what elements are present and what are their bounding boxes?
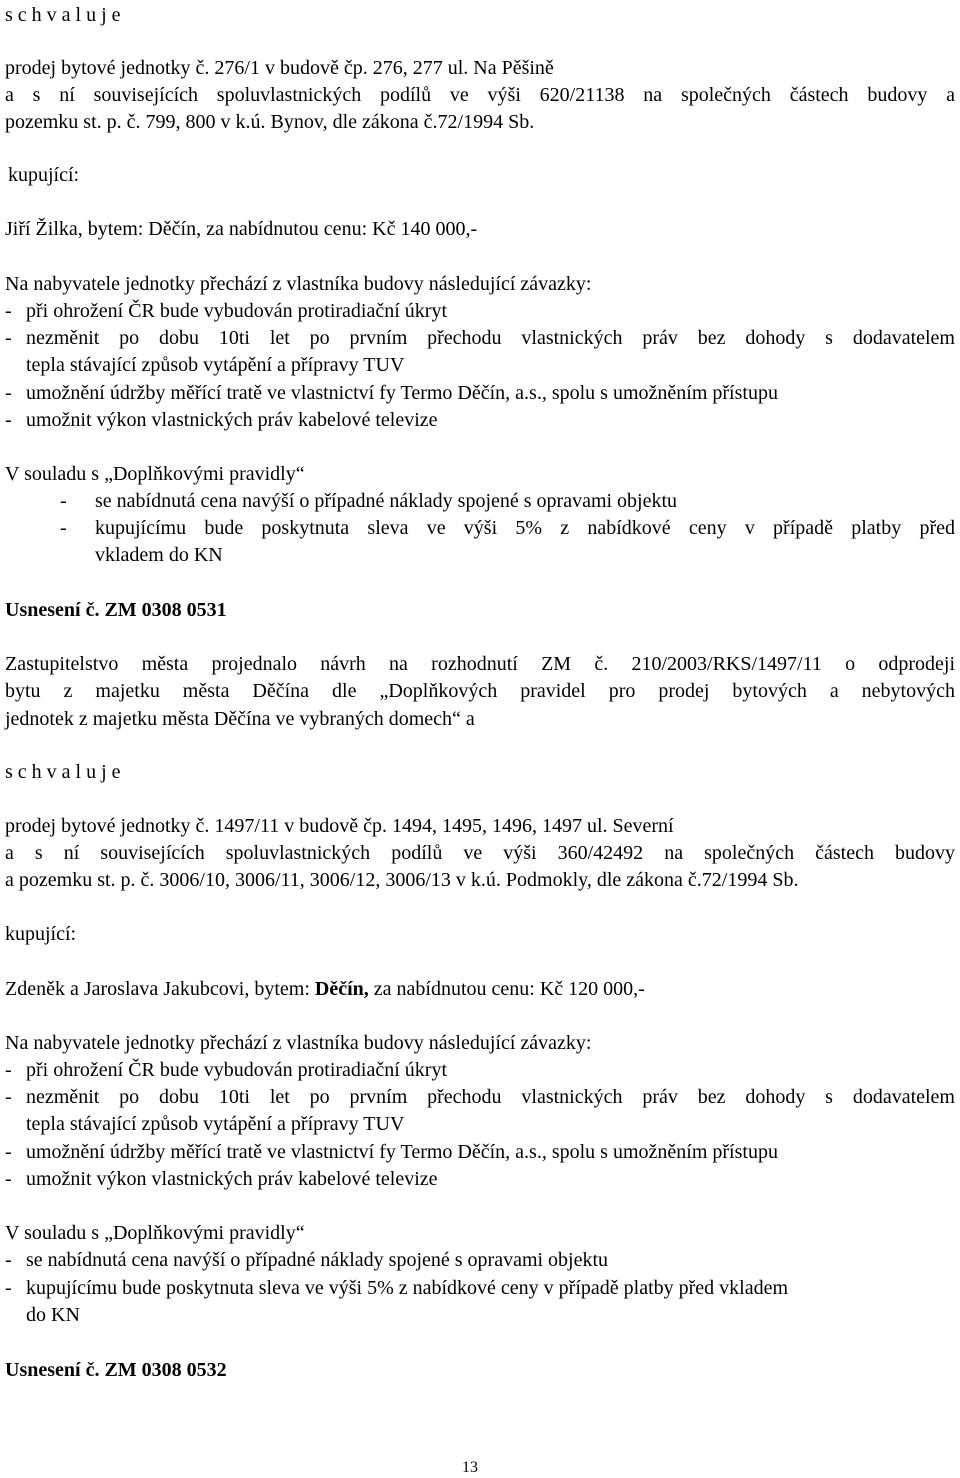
- obligation-item: [5, 326, 955, 350]
- rule-text: kupujícímu bude poskytnuta sleva ve výši 5% z nabídkové ceny v případě platby před vkladem: [26, 1277, 789, 1299]
- obligation-item: [5, 1140, 955, 1164]
- obligation-text: tepla stávající způsob vytápění a přípravy TUV: [26, 354, 405, 376]
- list-dash: -: [5, 1277, 12, 1299]
- sale-line: a s ní souvisejících spoluvlastnických podílů ve výši 620/21138 na společných částech budovy a: [5, 84, 955, 106]
- buyer-city: Děčín,: [314, 978, 369, 1000]
- obligation-text: nezměnit po dobu 10ti let po prvním přechodu vlastnických práv bez dohody s dodavatelem: [26, 327, 955, 349]
- approval-heading: s c h v a l u j e: [5, 761, 121, 783]
- resolution-number: Usnesení č. ZM 0308 0532: [5, 1359, 227, 1381]
- list-dash: -: [5, 1249, 12, 1271]
- rules-intro: V souladu s „Doplňkovými pravidly“: [5, 1222, 305, 1244]
- obligation-item: [5, 1085, 955, 1109]
- rule-item-continuation: [5, 543, 955, 567]
- sale-line: a pozemku st. p. č. 3006/10, 3006/11, 3006/12, 3006/13 v k.ú. Podmokly, dle zákona č.72/1994 Sb.: [5, 869, 799, 891]
- page-number: 13: [462, 1459, 478, 1476]
- obligation-item: [5, 381, 955, 405]
- buyer-line: [5, 977, 645, 1001]
- obligation-item-continuation: [5, 1112, 955, 1136]
- obligation-item: [5, 1058, 955, 1082]
- rule-item: [5, 1276, 955, 1300]
- obligation-item-continuation: [5, 353, 955, 377]
- sale-line: a s ní souvisejících spoluvlastnických podílů ve výši 360/42492 na společných částech budovy: [5, 842, 955, 864]
- list-dash: -: [5, 300, 12, 322]
- buyer-label: kupující:: [8, 164, 80, 186]
- rule-item: [5, 1248, 955, 1272]
- obligation-item: [5, 299, 955, 323]
- sale-line: pozemku st. p. č. 799, 800 v k.ú. Bynov, dle zákona č.72/1994 Sb.: [5, 111, 535, 133]
- list-dash: -: [5, 409, 12, 431]
- list-dash: -: [60, 490, 67, 512]
- list-dash: -: [60, 517, 67, 539]
- buyer-label: kupující:: [5, 923, 77, 945]
- sale-line: prodej bytové jednotky č. 276/1 v budově čp. 276, 277 ul. Na Pěšině: [5, 57, 554, 79]
- obligation-text: umožnění údržby měřící tratě ve vlastnictví fy Termo Děčín, a.s., spolu s umožněním přístupu: [26, 1141, 778, 1163]
- resolution-number: Usnesení č. ZM 0308 0531: [5, 599, 227, 621]
- rule-item: [5, 489, 955, 513]
- rule-text: do KN: [26, 1304, 80, 1326]
- rule-text: vkladem do KN: [95, 544, 223, 566]
- list-dash: -: [5, 1059, 12, 1081]
- rule-text: se nabídnutá cena navýší o případné náklady spojené s opravami objektu: [26, 1249, 609, 1271]
- obligation-text: při ohrožení ČR bude vybudován protiradiační úkryt: [26, 1059, 448, 1081]
- buyer-line: Jiří Žilka, bytem: Děčín, za nabídnutou cenu: Kč 140 000,-: [5, 218, 478, 240]
- resolution-text-line: Zastupitelstvo města projednalo návrh na rozhodnutí ZM č. 210/2003/RKS/1497/11 o odprodeji: [5, 653, 955, 675]
- obligation-text: tepla stávající způsob vytápění a přípravy TUV: [26, 1113, 405, 1135]
- rule-item: [5, 516, 955, 540]
- rule-text: kupujícímu bude poskytnuta sleva ve výši 5% z nabídkové ceny v případě platby před: [95, 517, 955, 539]
- obligation-text: umožnit výkon vlastnických práv kabelové televize: [26, 409, 438, 431]
- obligation-text: při ohrožení ČR bude vybudován protiradiační úkryt: [26, 300, 448, 322]
- obligation-text: nezměnit po dobu 10ti let po prvním přechodu vlastnických práv bez dohody s dodavatelem: [26, 1086, 955, 1108]
- obligation-text: umožnění údržby měřící tratě ve vlastnictví fy Termo Děčín, a.s., spolu s umožněním přístupu: [26, 382, 778, 404]
- list-dash: -: [5, 1086, 12, 1108]
- obligation-item: [5, 408, 955, 432]
- obligations-intro: Na nabyvatele jednotky přechází z vlastníka budovy následující závazky:: [5, 273, 592, 295]
- list-dash: -: [5, 327, 12, 349]
- list-dash: -: [5, 1168, 12, 1190]
- rule-text: se nabídnutá cena navýší o případné náklady spojené s opravami objektu: [95, 490, 678, 512]
- buyer-price: za nabídnutou cenu: Kč 120 000,-: [368, 978, 645, 1000]
- resolution-text-line: bytu z majetku města Děčína dle „Doplňkových pravidel pro prodej bytových a nebytových: [5, 680, 955, 702]
- sale-line: prodej bytové jednotky č. 1497/11 v budově čp. 1494, 1495, 1496, 1497 ul. Severní: [5, 815, 674, 837]
- obligations-intro: Na nabyvatele jednotky přechází z vlastníka budovy následující závazky:: [5, 1032, 592, 1054]
- approval-heading: s c h v a l u j e: [5, 4, 121, 26]
- resolution-text-line: jednotek z majetku města Děčína ve vybraných domech“ a: [5, 708, 475, 730]
- rules-intro: V souladu s „Doplňkovými pravidly“: [5, 463, 305, 485]
- obligation-text: umožnit výkon vlastnických práv kabelové televize: [26, 1168, 438, 1190]
- buyer-name: Zdeněk a Jaroslava Jakubcovi, bytem:: [5, 978, 315, 1000]
- list-dash: -: [5, 382, 12, 404]
- list-dash: -: [5, 1141, 12, 1163]
- obligation-item: [5, 1167, 955, 1191]
- rule-item-continuation: [5, 1303, 955, 1327]
